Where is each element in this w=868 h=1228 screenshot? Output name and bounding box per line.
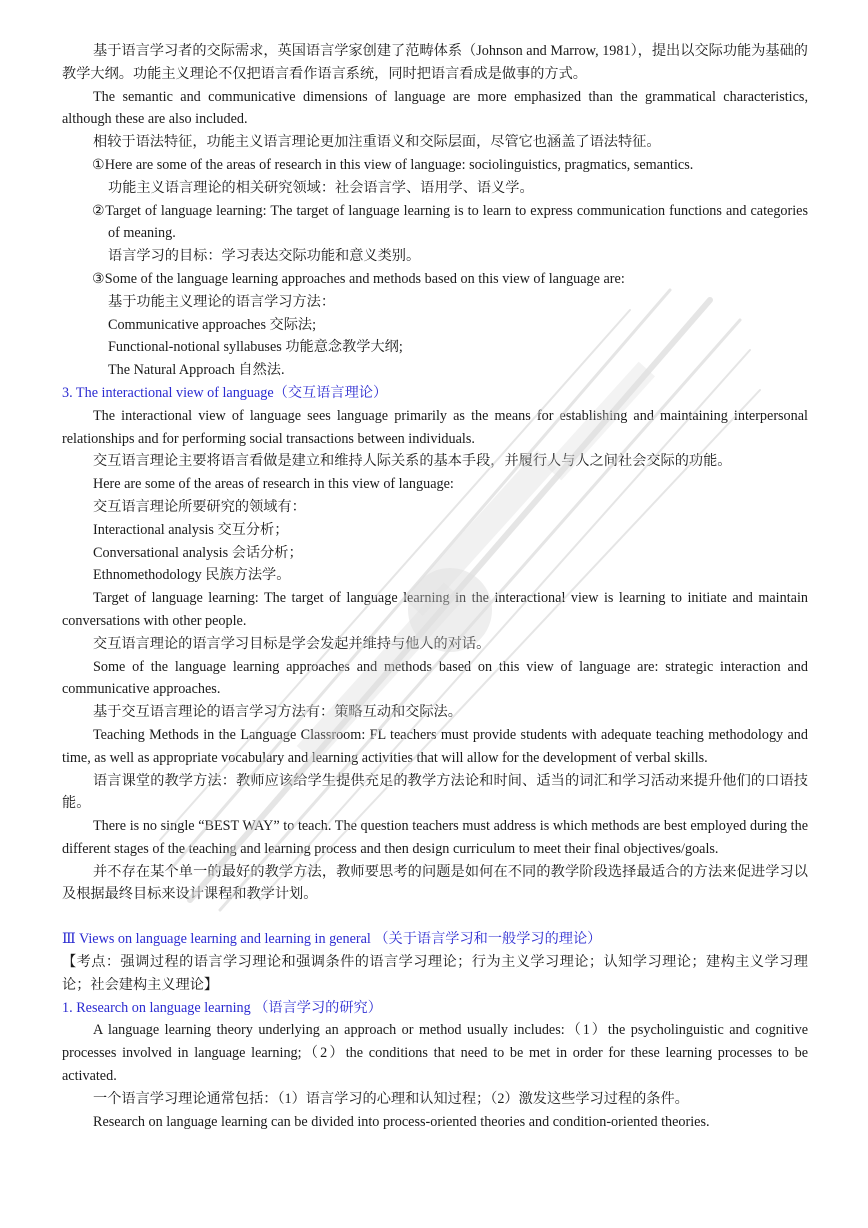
paragraph-semantic-dimensions-zh: 相较于语法特征，功能主义语言理论更加注重语义和交际层面，尽管它也涵盖了语法特征。 bbox=[93, 134, 661, 151]
research-ethnomethodology: Ethnomethodology 民族方法学。 bbox=[93, 567, 291, 584]
paragraph-interactional-approaches-zh: 基于交互语言理论的语言学习方法有：策略互动和交际法。 bbox=[93, 704, 462, 721]
list-item-research-areas: ①Here are some of the areas of research in this view of language: sociolinguistics, pragmatics, semantics. bbox=[92, 156, 694, 173]
approach-natural: The Natural Approach 自然法. bbox=[108, 362, 285, 379]
paragraph-research-division: Research on language learning can be divided into process-oriented theories and condition-oriented theories. bbox=[93, 1113, 710, 1130]
research-intro: Here are some of the areas of research in this view of language: bbox=[93, 476, 454, 493]
paragraph-interactional-definition: The interactional view of language sees language primarily as the means for establishing and maintaining interpersonal relationships and for performing social transactions between individuals. bbox=[62, 407, 808, 447]
approach-functional-notional: Functional-notional syllabuses 功能意念教学大纲; bbox=[108, 339, 403, 356]
paragraph-interactional-target-zh: 交互语言理论的语言学习目标是学会发起并维持与他人的对话。 bbox=[93, 635, 491, 652]
list-item-approaches: ③Some of the language learning approaches and methods based on this view of language are: bbox=[92, 270, 625, 287]
paragraph-teaching-methods-zh: 语言课堂的教学方法：教师应该给学生提供充足的教学方法论和时间、适当的词汇和学习活动来提升他们的口语技能。 bbox=[62, 772, 808, 812]
research-conversational-analysis: Conversational analysis 会话分析； bbox=[93, 544, 303, 561]
heading-interactional-view: 3. The interactional view of language（交互语言理论） bbox=[62, 384, 388, 401]
paragraph-semantic-dimensions: The semantic and communicative dimensions of language are more emphasized than the grammatical characteristics, although these are also included. bbox=[62, 88, 808, 128]
paragraph-learning-theory-zh: 一个语言学习理论通常包括：（1）语言学习的心理和认知过程；（2）激发这些学习过程的条件。 bbox=[93, 1090, 689, 1107]
list-item-learning-target: ②Target of language learning: The target of language learning is to learn to express communication functions and categories of meaning. bbox=[92, 202, 808, 242]
paragraph-best-way: There is no single “BEST WAY” to teach. The question teachers must address is which methods are best employed during the different stages of the teaching and learning process and then design curriculum to meet their final objectives/goals. bbox=[62, 818, 808, 857]
research-intro-zh: 交互语言理论所要研究的领域有： bbox=[93, 498, 306, 515]
paragraph-functional-intro: 基于语言学习者的交际需求，英国语言学家创建了范畴体系（Johnson and Marrow, 1981），提出以交际功能为基础的教学大纲。功能主义理论不仅把语言看作语言系统，同时把语言看成是做事的方式。 bbox=[62, 43, 808, 82]
research-interactional-analysis: Interactional analysis 交互分析； bbox=[93, 521, 289, 538]
paragraph-teaching-methods: Teaching Methods in the Language Classroom: FL teachers must provide students with adequate teaching methodology and time, as well as appropriate vocabulary and learning activities that will allow for the development of verbal skills. bbox=[62, 726, 808, 766]
paragraph-interactional-target: Target of language learning: The target of language learning in the interactional view is learning to initiate and maintain conversations with other people. bbox=[62, 590, 808, 629]
paragraph-interactional-definition-zh: 交互语言理论主要将语言看做是建立和维持人际关系的基本手段，并履行人与人之间社会交际的功能。 bbox=[93, 453, 732, 470]
paragraph-learning-theory: A language learning theory underlying an approach or method usually includes:（1）the psycholinguistic and cognitive processes involved in language learning;（2）the conditions that need to be met in order for these learning processes to be activated. bbox=[62, 1022, 808, 1085]
list-item-research-areas-zh: 功能主义语言理论的相关研究领域：社会语言学、语用学、语义学。 bbox=[108, 179, 534, 196]
heading-section-iii: Ⅲ Views on language learning and learning in general （关于语言学习和一般学习的理论） bbox=[62, 931, 602, 948]
heading-research-language-learning: 1. Research on language learning （语言学习的研究） bbox=[62, 999, 382, 1016]
list-item-approaches-zh: 基于功能主义理论的语言学习方法： bbox=[108, 293, 336, 310]
document-page bbox=[62, 40, 808, 1133]
section-spacer bbox=[62, 906, 808, 928]
paragraph-interactional-approaches: Some of the language learning approaches and methods based on this view of language are: strategic interaction and communicative approaches. bbox=[62, 658, 808, 698]
key-points: 【考点：强调过程的语言学习理论和强调条件的语言学习理论；行为主义学习理论；认知学习理论；建构主义学习理论；社会建构主义理论】 bbox=[62, 954, 808, 993]
approach-communicative: Communicative approaches 交际法; bbox=[108, 316, 317, 333]
paragraph-best-way-zh: 并不存在某个单一的最好的教学方法，教师要思考的问题是如何在不同的教学阶段选择最适合的方法来促进学习以及根据最终目标来设计课程和教学计划。 bbox=[62, 863, 808, 903]
list-item-learning-target-zh: 语言学习的目标：学习表达交际功能和意义类别。 bbox=[108, 248, 421, 265]
